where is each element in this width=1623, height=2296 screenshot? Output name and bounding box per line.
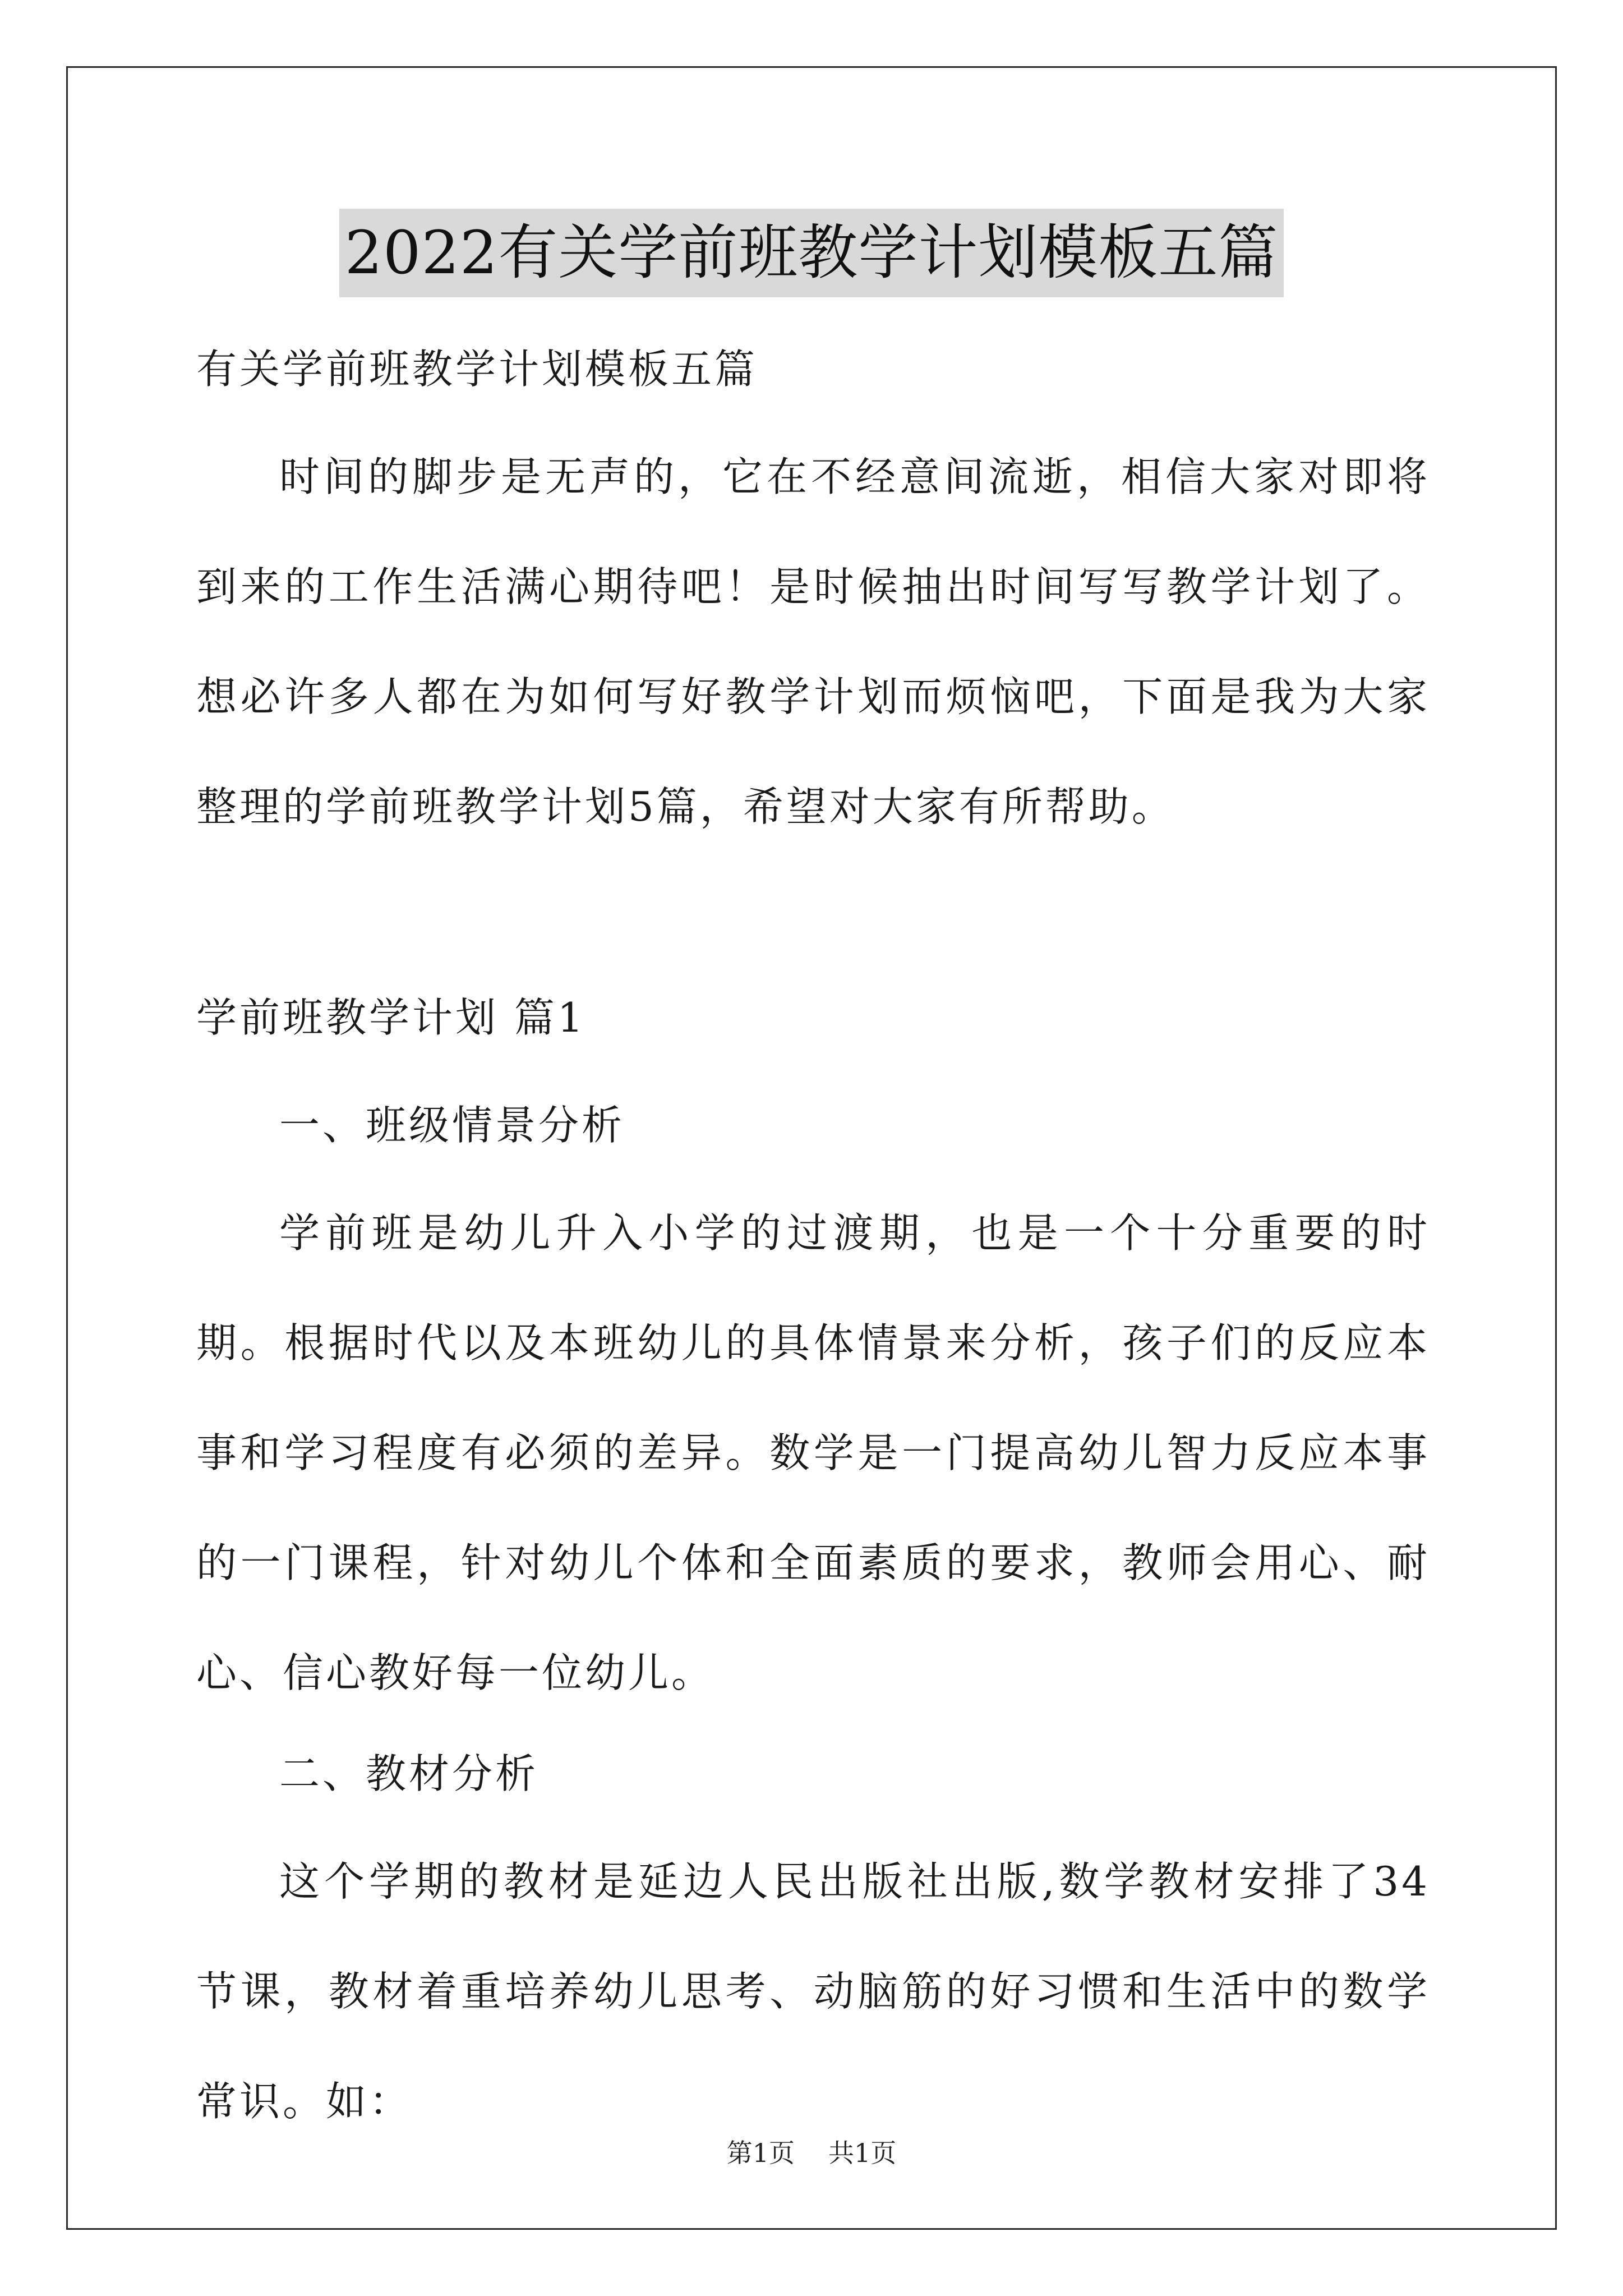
part1-heading: 一、班级情景分析 <box>279 1102 625 1149</box>
part1-paragraph: 学前班是幼儿升入小学的过渡期，也是一个十分重要的时期。根据时代以及本班幼儿的具体情景来分析，孩子们的反应本事和学习程度有必须的差异。数学是一门提高幼儿智力反应本事的一门课程，针对幼儿个体和全面素质的要求，教师会用心、耐心、信心教好每一位幼儿。 <box>196 1209 1430 1696</box>
page-total: 共1页 <box>828 2138 897 2168</box>
document-title: 2022有关学前班教学计划模板五篇 <box>339 209 1284 297</box>
intro-paragraph: 时间的脚步是无声的，它在不经意间流逝，相信大家对即将到来的工作生活满心期待吧！是时候抽出时间写写教学计划了。想必许多人都在为如何写好教学计划而烦恼吧，下面是我为大家整理的学前班教学计划5篇，希望对大家有所帮助。 <box>196 453 1430 830</box>
page-footer <box>0 2136 1623 2170</box>
part2-paragraph: 这个学期的教材是延边人民出版社出版,数学教材安排了34节课，教材着重培养幼儿思考、动脑筋的好习惯和生活中的数学常识。如： <box>196 1858 1430 2125</box>
section-heading: 学前班教学计划 篇1 <box>196 994 586 1041</box>
page-number: 第1页 <box>726 2138 795 2168</box>
part2-heading: 二、教材分析 <box>279 1750 539 1797</box>
subtitle: 有关学前班教学计划模板五篇 <box>196 346 758 393</box>
title-container <box>0 209 1623 297</box>
